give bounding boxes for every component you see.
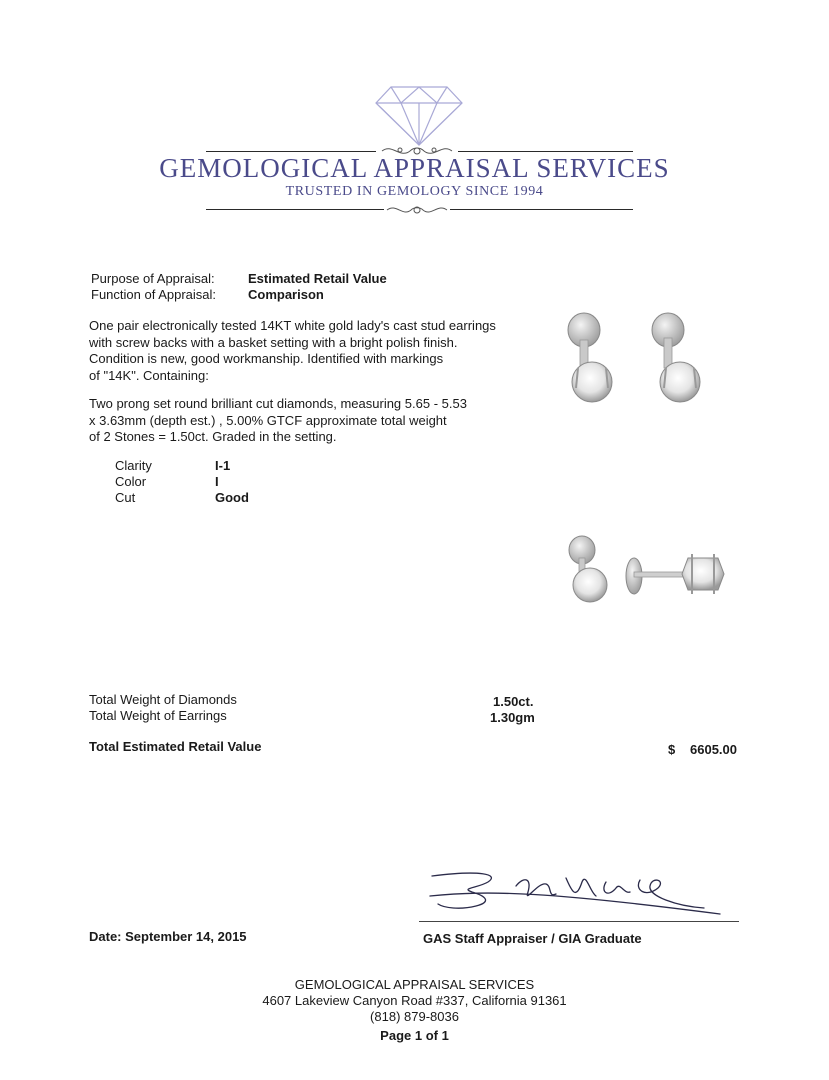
appraiser-title: GAS Staff Appraiser / GIA Graduate (423, 931, 642, 946)
purpose-value: Estimated Retail Value (248, 271, 387, 286)
appraisal-date: Date: September 14, 2015 (89, 929, 247, 944)
stone-description (89, 396, 467, 446)
header-rule-bottom-right (450, 209, 633, 210)
function-value: Comparison (248, 287, 324, 302)
stone-line: x 3.63mm (depth est.) , 5.00% GTCF approximate total weight (89, 412, 447, 428)
footer-company: GEMOLOGICAL APPRAISAL SERVICES (294, 977, 535, 992)
total-diamonds-label: Total Weight of Diamonds (89, 692, 237, 707)
header-rule-top-right (458, 151, 633, 152)
earring-left (568, 313, 612, 402)
grade-label-clarity: Clarity (115, 458, 152, 473)
total-retail-value: 6605.00 (690, 742, 737, 757)
grade-value-color: I (215, 474, 219, 489)
appraiser-signature (420, 862, 730, 922)
description-line: Condition is new, good workmanship. Identified with markings (89, 351, 444, 366)
total-diamonds-value: 1.50ct. (493, 694, 534, 709)
purpose-label: Purpose of Appraisal: (91, 271, 215, 286)
grade-label-color: Color (115, 474, 147, 489)
stone-line: of 2 Stones = 1.50ct. Graded in the setting. (89, 429, 337, 444)
stone-line: Two prong set round brilliant cut diamonds, measuring 5.65 - 5.53 (89, 396, 467, 411)
total-retail-label: Total Estimated Retail Value (89, 739, 262, 754)
footer-address: 4607 Lakeview Canyon Road #337, California 91361 (262, 993, 567, 1008)
total-earrings-label: Total Weight of Earrings (89, 708, 227, 723)
description-line: with screw backs with a basket setting with a bright polish finish. (89, 334, 458, 350)
page-number: Page 1 of 1 (380, 1028, 449, 1043)
description-line: of "14K". Containing: (89, 367, 209, 383)
earring-photo-side (558, 530, 733, 610)
function-label: Function of Appraisal: (91, 287, 217, 302)
currency-symbol: $ (668, 742, 676, 757)
signature-line (419, 921, 739, 922)
total-earrings-value: 1.30gm (490, 710, 535, 725)
grade-value-clarity: I-1 (215, 458, 231, 473)
header-rule-top-left (206, 151, 376, 152)
footer-phone: (818) 879-8036 (370, 1009, 459, 1024)
earring-photo-front (550, 300, 730, 420)
earring-side-front (569, 536, 607, 602)
company-name: GEMOLOGICAL APPRAISAL SERVICES (159, 153, 670, 183)
description-line: One pair electronically tested 14KT white gold lady's cast stud earrings (89, 318, 496, 333)
grade-value-cut: Good (215, 490, 249, 505)
diamond-logo-icon (374, 85, 464, 147)
company-tagline: TRUSTED IN GEMOLOGY SINCE 1994 (285, 184, 544, 199)
flourish-icon (384, 200, 450, 220)
grade-label-cut: Cut (115, 490, 136, 505)
header-rule-bottom-left (206, 209, 384, 210)
earring-side-profile (626, 554, 724, 594)
earring-right (652, 313, 700, 402)
item-description (89, 318, 496, 384)
